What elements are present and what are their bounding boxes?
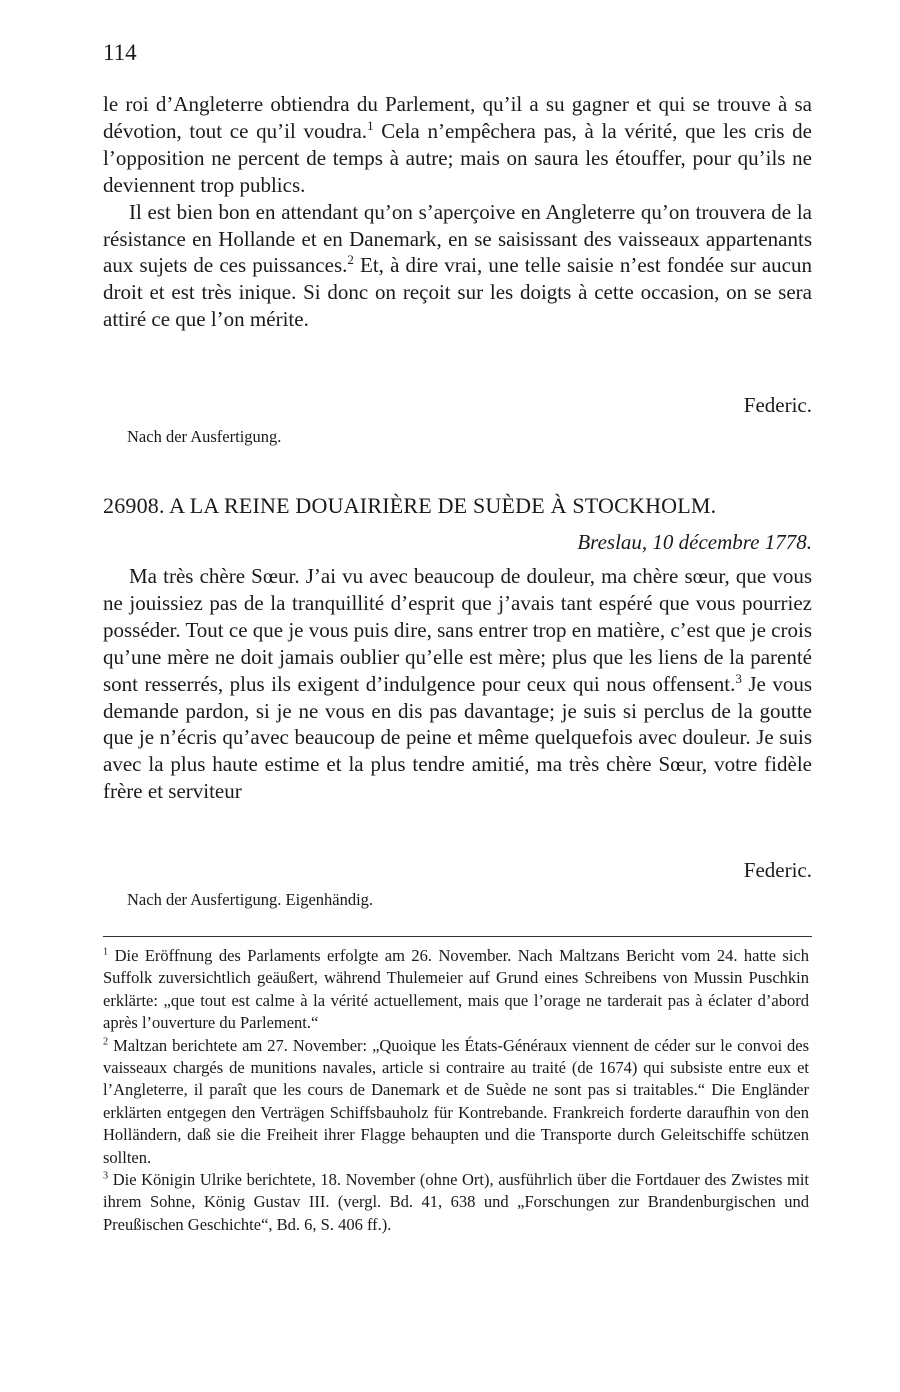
paragraph — [103, 199, 812, 334]
letter-body — [103, 563, 812, 805]
footnote-reference: 1 — [367, 117, 374, 133]
footnote-text: Die Eröffnung des Parlaments erfolgte am 26. November. Nach Maltzans Bericht vom 24. hatte sich Suffolk zuversichtlich geäußert, während Thulemeier auf Grund eines Schreibens von Mussin Puschkin erklärte: „que tout est calme à la vérité actuellement, mais que l’orage ne tarderait pas à éclater d’abord après l’ouverture du Parlement.“ — [103, 946, 810, 1033]
letter-heading: 26908. A LA REINE DOUAIRIÈRE DE SUÈDE À STOCKHOLM. — [103, 493, 717, 518]
previous-letter-text — [103, 91, 812, 333]
footnote-number: 2 — [103, 1036, 109, 1048]
footnote — [103, 945, 809, 1035]
paragraph — [103, 563, 812, 805]
footnote-text: Maltzan berichtete am 27. November: „Quoique les États-Généraux viennent de céder sur le convoi des vaisseaux chargés de munitions navales, article si contraire au traité (de 1674) qui subsiste entre eux et l’Angleterre, il paraît que les cours de Danemark et de Suède ne sont pas si traitables.“ Die Engländer erklärten entgegen den Verträgen Schiffsbauholz für Kontrebande. Frankreich forderte daraufhin von den Holländern, daß sie die Freiheit ihrer Flagge behaupten und die Transporte durch Geleitschiffe schützen sollten. — [103, 1035, 809, 1167]
footnote-reference: 3 — [735, 670, 742, 686]
paragraph-text: Je vous demande pardon, si je ne vous en dis pas davantage; je suis si perclus de la goutte que je n’écris qu’avec beaucoup de peine et même quelquefois avec douleur. Je suis avec la plus haute estime et la plus tendre amitié, ma très chère Sœur, votre fidèle frère et serviteur — [103, 671, 812, 804]
paragraph — [103, 91, 812, 199]
paragraph-text: le roi d’Angleterre obtiendra du Parlement, qu’il a su gagner et qui se trouve à sa dévotion, tout ce qu’il voudra. — [103, 92, 812, 143]
signature: Federic. — [743, 393, 812, 417]
dateline: Breslau, 10 décembre 1778. — [577, 530, 812, 554]
paragraph-text: Il est bien bon en attendant qu’on s’aperçoive en Angleterre qu’on trouvera de la résistance en Hollande et en Danemark, en se saisissant des vaisseaux appartenants aux sujets de ces puissances. — [103, 199, 812, 278]
footnote — [103, 1169, 809, 1236]
paragraph-text: Cela n’empêchera pas, à la vérité, que les cris de l’opposition ne percent de temps à autre; mais on saura les étouffer, pour qu’ils ne deviennent trop publics. — [103, 118, 812, 197]
footnote-number: 3 — [103, 1170, 109, 1182]
footnote-reference: 2 — [347, 252, 354, 268]
source-note: Nach der Ausfertigung. — [127, 427, 282, 446]
footnote-divider — [103, 936, 812, 937]
footnote-text: Die Königin Ulrike berichtete, 18. November (ohne Ort), ausführlich über die Fortdauer des Zwistes mit ihrem Sohne, König Gustav III. (vergl. Bd. 41, 638 und „Forschungen zur Brandenburgischen und Preußischen Geschichte“, Bd. 6, S. 406 ff.). — [103, 1170, 809, 1234]
paragraph-text: Ma très chère Sœur. J’ai vu avec beaucoup de douleur, ma chère sœur, que vous ne jouissiez pas de la tranquillité d’esprit que j’avais tant espéré que vous pourriez posséder. Tout ce que je vous puis dire, sans entrer trop en matière, c’est que je crois qu’une mère ne doit jamais oublier qu’elle est mère; plus que les liens de la parenté sont resserrés, plus ils exigent d’indulgence pour ceux qui nous offensent. — [103, 564, 813, 696]
footnote-number: 1 — [103, 946, 109, 958]
signature: Federic. — [743, 858, 812, 882]
paragraph-text: Et, à dire vrai, une telle saisie n’est fondée sur aucun droit et est très inique. Si donc on reçoit sur les doigts à cette occasion, on se sera attiré ce que l’on mérite. — [103, 253, 812, 332]
footnote — [103, 1035, 809, 1169]
footnotes — [103, 945, 809, 1236]
page-number: 114 — [103, 40, 137, 65]
source-note: Nach der Ausfertigung. Eigenhändig. — [127, 890, 374, 909]
